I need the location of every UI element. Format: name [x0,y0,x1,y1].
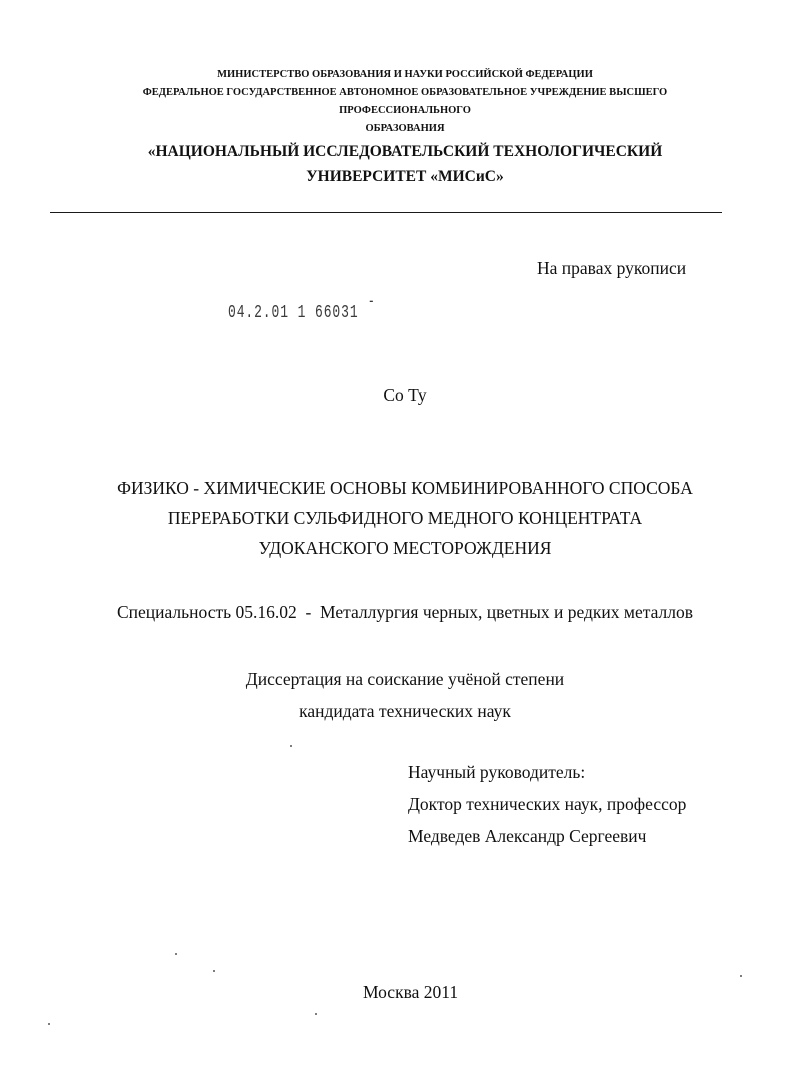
degree-line-2: кандидата технических наук [299,701,511,721]
author-name: Со Ту [383,385,427,405]
scan-speck [740,975,742,977]
specialty: Специальность 05.16.02 - Металлургия черных, цветных и редких металлов [116,602,694,622]
scan-speck [175,953,177,955]
manuscript-note: На правах рукописи [537,258,687,278]
institution-line-2: ПРОФЕССИОНАЛЬНОГО [339,105,471,116]
university-line-1: «НАЦИОНАЛЬНЫЙ ИССЛЕДОВАТЕЛЬСКИЙ ТЕХНОЛОГИЧЕСКИЙ [147,143,663,160]
university-line-2: УНИВЕРСИТЕТ «МИСиС» [306,168,504,185]
scan-speck [315,1013,317,1015]
scan-speck [290,745,292,747]
degree-line-1: Диссертация на соискание учёной степени [245,669,565,689]
scan-speck [48,1023,50,1025]
institution-line-3: ОБРАЗОВАНИЯ [365,123,445,134]
title-line-1: ФИЗИКО - ХИМИЧЕСКИЕ ОСНОВЫ КОМБИНИРОВАННОГО СПОСОБА [117,478,693,498]
institution-line-1: ФЕДЕРАЛЬНОЕ ГОСУДАРСТВЕННОЕ АВТОНОМНОЕ ОБРАЗОВАТЕЛЬНОЕ УЧРЕЖДЕНИЕ ВЫСШЕГО [142,87,668,98]
title-line-3: УДОКАНСКОГО МЕСТОРОЖДЕНИЯ [258,538,552,558]
registration-number: 04.2.01 1 66031 [228,301,359,323]
ministry-line: МИНИСТЕРСТВО ОБРАЗОВАНИЯ И НАУКИ РОССИЙСКОЙ ФЕДЕРАЦИИ [217,69,593,80]
supervisor-name: Медведев Александр Сергеевич [408,826,647,846]
title-line-2: ПЕРЕРАБОТКИ СУЛЬФИДНОГО МЕДНОГО КОНЦЕНТРАТА [167,508,643,528]
registration-mark: - [368,296,375,308]
scan-speck [213,970,215,972]
header-divider [50,212,722,213]
place-year: Москва 2011 [363,982,459,1002]
supervisor-degree: Доктор технических наук, профессор [408,794,687,814]
supervisor-label: Научный руководитель: [408,762,586,782]
